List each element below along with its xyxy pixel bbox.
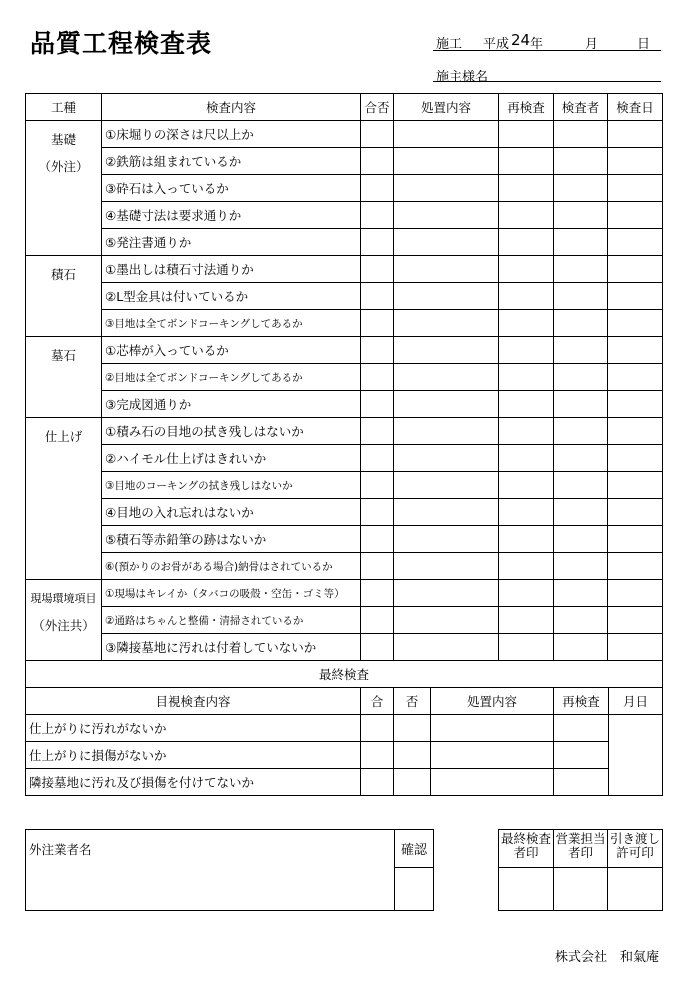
final-inspection-table	[25, 660, 663, 796]
inspection-date-cell[interactable]	[608, 148, 663, 175]
inspection-date-cell[interactable]	[608, 175, 663, 202]
pass-fail-cell[interactable]	[361, 148, 394, 175]
inspection-date-cell[interactable]	[608, 580, 663, 607]
inspection-table	[25, 93, 663, 661]
reinspection-cell[interactable]	[499, 364, 554, 391]
final-inspection-item: 仕上がりに損傷がないか	[26, 742, 361, 769]
action-cell[interactable]	[394, 445, 499, 472]
table-row	[26, 283, 663, 310]
reinspection-cell[interactable]	[499, 310, 554, 337]
table-row	[26, 418, 663, 445]
inspection-date-cell[interactable]	[608, 337, 663, 364]
inspection-date-cell[interactable]	[608, 310, 663, 337]
pass-fail-cell[interactable]	[361, 445, 394, 472]
inspection-item: ②ハイモル仕上げはきれいか	[102, 445, 361, 472]
table-row	[26, 121, 663, 148]
pass-fail-cell[interactable]	[361, 337, 394, 364]
final-column-header: 再検査	[554, 688, 609, 715]
table-row	[26, 175, 663, 202]
inspection-item: ③目地のコーキングの拭き残しはないか	[102, 472, 361, 499]
column-header: 検査日	[608, 94, 663, 121]
inspection-date-cell[interactable]	[608, 364, 663, 391]
reinspection-cell[interactable]	[499, 553, 554, 580]
pass-fail-cell[interactable]	[361, 634, 394, 661]
action-cell[interactable]	[431, 715, 554, 742]
inspection-item: ①積み石の目地の拭き残しはないか	[102, 418, 361, 445]
table-row	[26, 229, 663, 256]
table-row	[26, 715, 663, 742]
inspection-date-cell[interactable]	[608, 634, 663, 661]
final-column-header: 処置内容	[431, 688, 554, 715]
column-header: 工種	[26, 94, 102, 121]
reinspection-cell[interactable]	[554, 715, 609, 742]
reinspection-cell[interactable]	[499, 283, 554, 310]
column-header: 合否	[361, 94, 394, 121]
final-column-header: 合	[361, 688, 394, 715]
action-cell[interactable]	[394, 418, 499, 445]
inspection-item: ③完成図通りか	[102, 391, 361, 418]
pass-fail-cell[interactable]	[361, 580, 394, 607]
inspection-item: ①現場はキレイか（タバコの吸殻・空缶・ゴミ等）	[102, 580, 361, 607]
day-unit: 日	[637, 37, 651, 52]
inspection-item: ④基礎寸法は要求通りか	[102, 202, 361, 229]
inspection-date-cell[interactable]	[608, 445, 663, 472]
reinspection-cell[interactable]	[499, 256, 554, 283]
inspector-cell[interactable]	[554, 472, 608, 499]
confirm-label: 確認	[395, 830, 434, 868]
reinspection-cell[interactable]	[499, 391, 554, 418]
column-header: 処置内容	[394, 94, 499, 121]
action-cell[interactable]	[394, 634, 499, 661]
inspector-cell[interactable]	[554, 256, 608, 283]
inspection-date-cell[interactable]	[608, 472, 663, 499]
inspection-item: ②鉄筋は組まれているか	[102, 148, 361, 175]
inspection-item: ①墨出しは積石寸法通りか	[102, 256, 361, 283]
action-cell[interactable]	[394, 256, 499, 283]
stamp-label: 営業担当者印	[554, 830, 608, 868]
inspection-date-cell[interactable]	[608, 256, 663, 283]
pass-fail-cell[interactable]	[361, 229, 394, 256]
reinspection-cell[interactable]	[499, 418, 554, 445]
column-header: 再検査	[499, 94, 554, 121]
category-name: 積石	[50, 267, 76, 282]
page-title: 品質工程検査表	[30, 29, 213, 58]
action-cell[interactable]	[394, 607, 499, 634]
inspector-cell[interactable]	[554, 391, 608, 418]
inspection-item: ①芯棒が入っているか	[102, 337, 361, 364]
client-name-field[interactable]	[433, 81, 661, 82]
table-row	[26, 337, 663, 364]
stamp-cell-sales[interactable]	[554, 868, 608, 911]
action-cell[interactable]	[431, 769, 554, 796]
table-row	[26, 310, 663, 337]
category-name: 仕上げ	[44, 429, 83, 444]
category-sub: （外注共）	[32, 618, 95, 633]
construction-date-label: 施工	[436, 37, 463, 52]
action-cell[interactable]	[394, 202, 499, 229]
action-cell[interactable]	[394, 337, 499, 364]
table-row	[26, 499, 663, 526]
action-cell[interactable]	[394, 580, 499, 607]
category-cell	[26, 580, 102, 661]
action-cell[interactable]	[394, 553, 499, 580]
pass-cell[interactable]	[361, 769, 394, 796]
category-cell	[26, 418, 102, 580]
company-name: 株式会社 和氣庵	[555, 950, 660, 965]
fail-cell[interactable]	[394, 769, 431, 796]
action-cell[interactable]	[394, 364, 499, 391]
era-label: 平成	[483, 37, 510, 52]
fail-cell[interactable]	[394, 715, 431, 742]
inspection-date-cell[interactable]	[608, 121, 663, 148]
action-cell[interactable]	[394, 121, 499, 148]
inspection-date-cell[interactable]	[608, 499, 663, 526]
year-value[interactable]: 24	[511, 31, 531, 49]
pass-fail-cell[interactable]	[361, 364, 394, 391]
table-row	[26, 202, 663, 229]
inspection-item: ②目地は全てボンドコーキングしてあるか	[102, 364, 361, 391]
column-header: 検査内容	[102, 94, 361, 121]
category-name: 基礎	[50, 132, 76, 147]
pass-fail-cell[interactable]	[361, 553, 394, 580]
table-row	[26, 256, 663, 283]
contractor-name-label: 外注業者名	[29, 842, 92, 857]
fail-cell[interactable]	[394, 742, 431, 769]
inspector-cell[interactable]	[554, 634, 608, 661]
action-cell[interactable]	[394, 283, 499, 310]
contractor-box	[25, 829, 434, 911]
inspection-date-cell[interactable]	[608, 202, 663, 229]
reinspection-cell[interactable]	[499, 472, 554, 499]
stamp-label: 最終検査者印	[499, 830, 554, 868]
inspector-cell[interactable]	[554, 202, 608, 229]
reinspection-cell[interactable]	[499, 580, 554, 607]
pass-fail-cell[interactable]	[361, 391, 394, 418]
reinspection-cell[interactable]	[554, 742, 609, 769]
inspector-cell[interactable]	[554, 445, 608, 472]
inspector-cell[interactable]	[554, 175, 608, 202]
table-row	[26, 580, 663, 607]
inspector-cell[interactable]	[554, 337, 608, 364]
reinspection-cell[interactable]	[554, 769, 609, 796]
action-cell[interactable]	[394, 526, 499, 553]
pass-fail-cell[interactable]	[361, 607, 394, 634]
pass-fail-cell[interactable]	[361, 121, 394, 148]
pass-fail-cell[interactable]	[361, 283, 394, 310]
table-row	[26, 553, 663, 580]
reinspection-cell[interactable]	[499, 607, 554, 634]
reinspection-cell[interactable]	[499, 526, 554, 553]
reinspection-cell[interactable]	[499, 634, 554, 661]
table-row	[26, 769, 663, 796]
inspection-item: ②L型金具は付いているか	[102, 283, 361, 310]
action-cell[interactable]	[394, 391, 499, 418]
action-cell[interactable]	[431, 742, 554, 769]
final-column-header: 月日	[609, 688, 663, 715]
table-row	[26, 742, 663, 769]
year-unit: 年	[530, 37, 544, 52]
action-cell[interactable]	[394, 148, 499, 175]
category-cell	[26, 121, 102, 256]
stamp-label: 引き渡し許可印	[608, 830, 663, 868]
stamp-cell-handover[interactable]	[608, 868, 663, 911]
category-cell	[26, 337, 102, 418]
inspector-cell[interactable]	[554, 553, 608, 580]
pass-cell[interactable]	[361, 742, 394, 769]
inspector-cell[interactable]	[554, 607, 608, 634]
inspector-cell[interactable]	[554, 229, 608, 256]
inspection-item: ⑤積石等赤鉛筆の跡はないか	[102, 526, 361, 553]
reinspection-cell[interactable]	[499, 337, 554, 364]
month-unit: 月	[585, 37, 599, 52]
action-cell[interactable]	[394, 310, 499, 337]
inspection-item: ⑥(預かりのお骨がある場合)納骨はされているか	[102, 553, 361, 580]
final-inspection-item: 仕上がりに汚れがないか	[26, 715, 361, 742]
table-row	[26, 445, 663, 472]
inspection-date-cell[interactable]	[608, 607, 663, 634]
inspection-date-cell[interactable]	[608, 229, 663, 256]
pass-cell[interactable]	[361, 715, 394, 742]
action-cell[interactable]	[394, 175, 499, 202]
inspection-date-cell[interactable]	[608, 526, 663, 553]
inspection-item: ④目地の入れ忘れはないか	[102, 499, 361, 526]
table-row	[26, 391, 663, 418]
final-column-header: 否	[394, 688, 431, 715]
reinspection-cell[interactable]	[499, 148, 554, 175]
pass-fail-cell[interactable]	[361, 526, 394, 553]
inspection-date-cell[interactable]	[608, 553, 663, 580]
pass-fail-cell[interactable]	[361, 418, 394, 445]
stamp-box	[498, 829, 663, 911]
pass-fail-cell[interactable]	[361, 310, 394, 337]
final-date-cell[interactable]	[609, 715, 663, 796]
final-column-header: 目視検査内容	[26, 688, 361, 715]
reinspection-cell[interactable]	[499, 229, 554, 256]
table-row	[26, 526, 663, 553]
inspection-item: ③砕石は入っているか	[102, 175, 361, 202]
inspection-date-cell[interactable]	[608, 418, 663, 445]
inspector-cell[interactable]	[554, 580, 608, 607]
pass-fail-cell[interactable]	[361, 472, 394, 499]
inspection-date-cell[interactable]	[608, 391, 663, 418]
confirm-stamp-cell[interactable]	[395, 868, 434, 911]
table-row	[26, 472, 663, 499]
inspector-cell[interactable]	[554, 364, 608, 391]
pass-fail-cell[interactable]	[361, 202, 394, 229]
table-row	[26, 148, 663, 175]
inspection-item: ③隣接墓地に汚れは付着していないか	[102, 634, 361, 661]
inspector-cell[interactable]	[554, 121, 608, 148]
column-header: 検査者	[554, 94, 608, 121]
inspection-item: ①床堀りの深さは尺以上か	[102, 121, 361, 148]
contractor-name-field[interactable]	[26, 830, 395, 911]
client-name-label: 施主様名	[436, 70, 489, 85]
inspector-cell[interactable]	[554, 310, 608, 337]
final-inspection-heading: 最終検査	[26, 661, 663, 688]
pass-fail-cell[interactable]	[361, 499, 394, 526]
reinspection-cell[interactable]	[499, 175, 554, 202]
table-row	[26, 364, 663, 391]
final-inspection-item: 隣接墓地に汚れ及び損傷を付けてないか	[26, 769, 361, 796]
reinspection-cell[interactable]	[499, 202, 554, 229]
pass-fail-cell[interactable]	[361, 256, 394, 283]
inspection-item: ②通路はちゃんと整備・清掃されているか	[102, 607, 361, 634]
category-sub: （外注）	[38, 159, 89, 174]
inspector-cell[interactable]	[554, 148, 608, 175]
reinspection-cell[interactable]	[499, 499, 554, 526]
pass-fail-cell[interactable]	[361, 175, 394, 202]
stamp-cell-final-inspector[interactable]	[499, 868, 554, 911]
reinspection-cell[interactable]	[499, 121, 554, 148]
inspection-item: ⑤発注書通りか	[102, 229, 361, 256]
inspector-cell[interactable]	[554, 418, 608, 445]
action-cell[interactable]	[394, 229, 499, 256]
inspection-item: ③目地は全てボンドコーキングしてあるか	[102, 310, 361, 337]
table-row	[26, 634, 663, 661]
table-row	[26, 607, 663, 634]
category-name: 現場環境項目	[30, 592, 97, 605]
category-name: 墓石	[50, 348, 76, 363]
inspector-cell[interactable]	[554, 499, 608, 526]
category-cell	[26, 256, 102, 337]
date-underline	[433, 50, 661, 51]
inspector-cell[interactable]	[554, 526, 608, 553]
inspection-date-cell[interactable]	[608, 283, 663, 310]
action-cell[interactable]	[394, 472, 499, 499]
reinspection-cell[interactable]	[499, 445, 554, 472]
action-cell[interactable]	[394, 499, 499, 526]
inspector-cell[interactable]	[554, 283, 608, 310]
